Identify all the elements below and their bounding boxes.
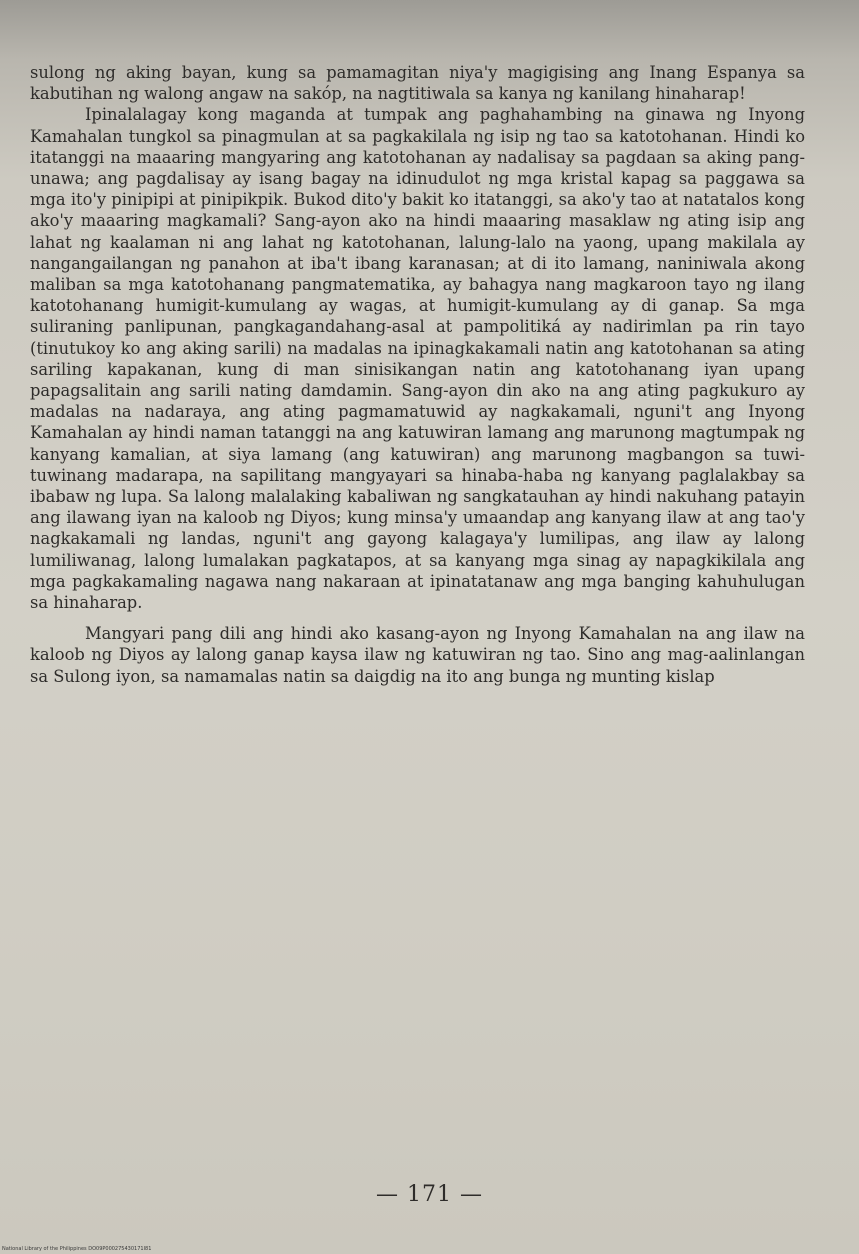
page-number: — 171 —	[376, 1182, 483, 1207]
paragraph-comparison: Ipinalalagay kong maganda at tumpak ang paghahambing na ginawa ng Inyong Kamahalan tungkol sa pinagmulan at sa pagkakilala ng isip ng tao sa katotohanan. Hindi ko itatanggi na maaaring mangyaring ang katotohanan ay nadalisay sa pagdaan sa aking pang-unawa; ang pagdalisay ay isang bagay na idinudulot ng mga kristal kapag sa paggawa sa mga ito'y pinipipi at pinipikpik. Bukod dito'y bakit ko itatanggi, sa ako'y tao at natatalos kong ako'y maaaring magkamali? Sang-ayon ako na hindi maaaring masaklaw ng ating isip ang lahat ng kaalaman ni ang lahat ng katotohanan, lalung-lalo na yaong, upang makilala ay nangangailangan ng panahon at iba't ibang karanasan; at di ito lamang, naniniwala akong maliban sa mga katotohanang pangmatematika, ay bahagya nang magkaroon tayo ng ilang katotohanang humigit-kumulang ay wagas, at humigit-kumulang ay di ganap. Sa mga suliraning panlipunan, pangkagandahang-asal at pampolitiká ay nadirimlan pa rin tayo (tinutukoy ko ang aking sarili) na madalas na ipinagkakamali natin ang katotohanan sa ating sariling kapakanan, kung di man sinisikangan natin ang katotohanang iyan upang papagsalitain ang sarili nating damdamin. Sang-ayon din ako na ang ating pagkukuro ay madalas na nadaraya, ang ating pagmamatuwid ay nagkakamali, nguni't ang Inyong Kamahalan ay hindi naman tatanggi na ang katuwiran lamang ang marunong magtumpak ng kanyang kamalian, at siya lamang (ang katuwiran) ang marunong magbangon sa tuwi-tuwinang madarapa, na sapilitang mangyayari sa hinaba-haba ng kanyang paglalakbay sa ibabaw ng lupa. Sa lalong malalaking kabaliwan ng sangkatauhan ay hindi nakuhang patayin ang ilawang iyan na kaloob ng Diyos; kung minsa'y umaandap ang kanyang ilaw at ang tao'y nagkakamali ng landas, nguni't ang gayong kalagaya'y lumilipas, ang ilaw ay lalong lumiliwanag, lalong lumalakan pagkatapos, at sa kanyang mga sinag ay napagkikilala ang mga pagkakamaling nagawa nang nakaraan at ipinatatanaw ang mga banging kahuhulugan sa hinaharap.	[30, 105, 805, 613]
library-footer: National Library of the Philippines DO09P000275430171I81	[2, 1246, 152, 1252]
paragraph-continuation: sulong ng aking bayan, kung sa pamamagitan niya'y magigising ang Inang Espanya sa kabutihan ng walong angaw na sakóp, na nagtitiwala sa kanya ng kanilang hinaharap!	[30, 63, 805, 104]
paragraph-light-of-god: Mangyari pang dili ang hindi ako kasang-ayon ng Inyong Kamahalan na ang ilaw na kaloob ng Diyos ay lalong ganap kaysa ilaw ng katuwiran ng tao. Sino ang mag-aalinlangan sa Sulong iyon, sa namamalas natin sa daigdig na ito ang bunga ng munting kislap	[30, 624, 805, 686]
body-text	[30, 62, 805, 687]
